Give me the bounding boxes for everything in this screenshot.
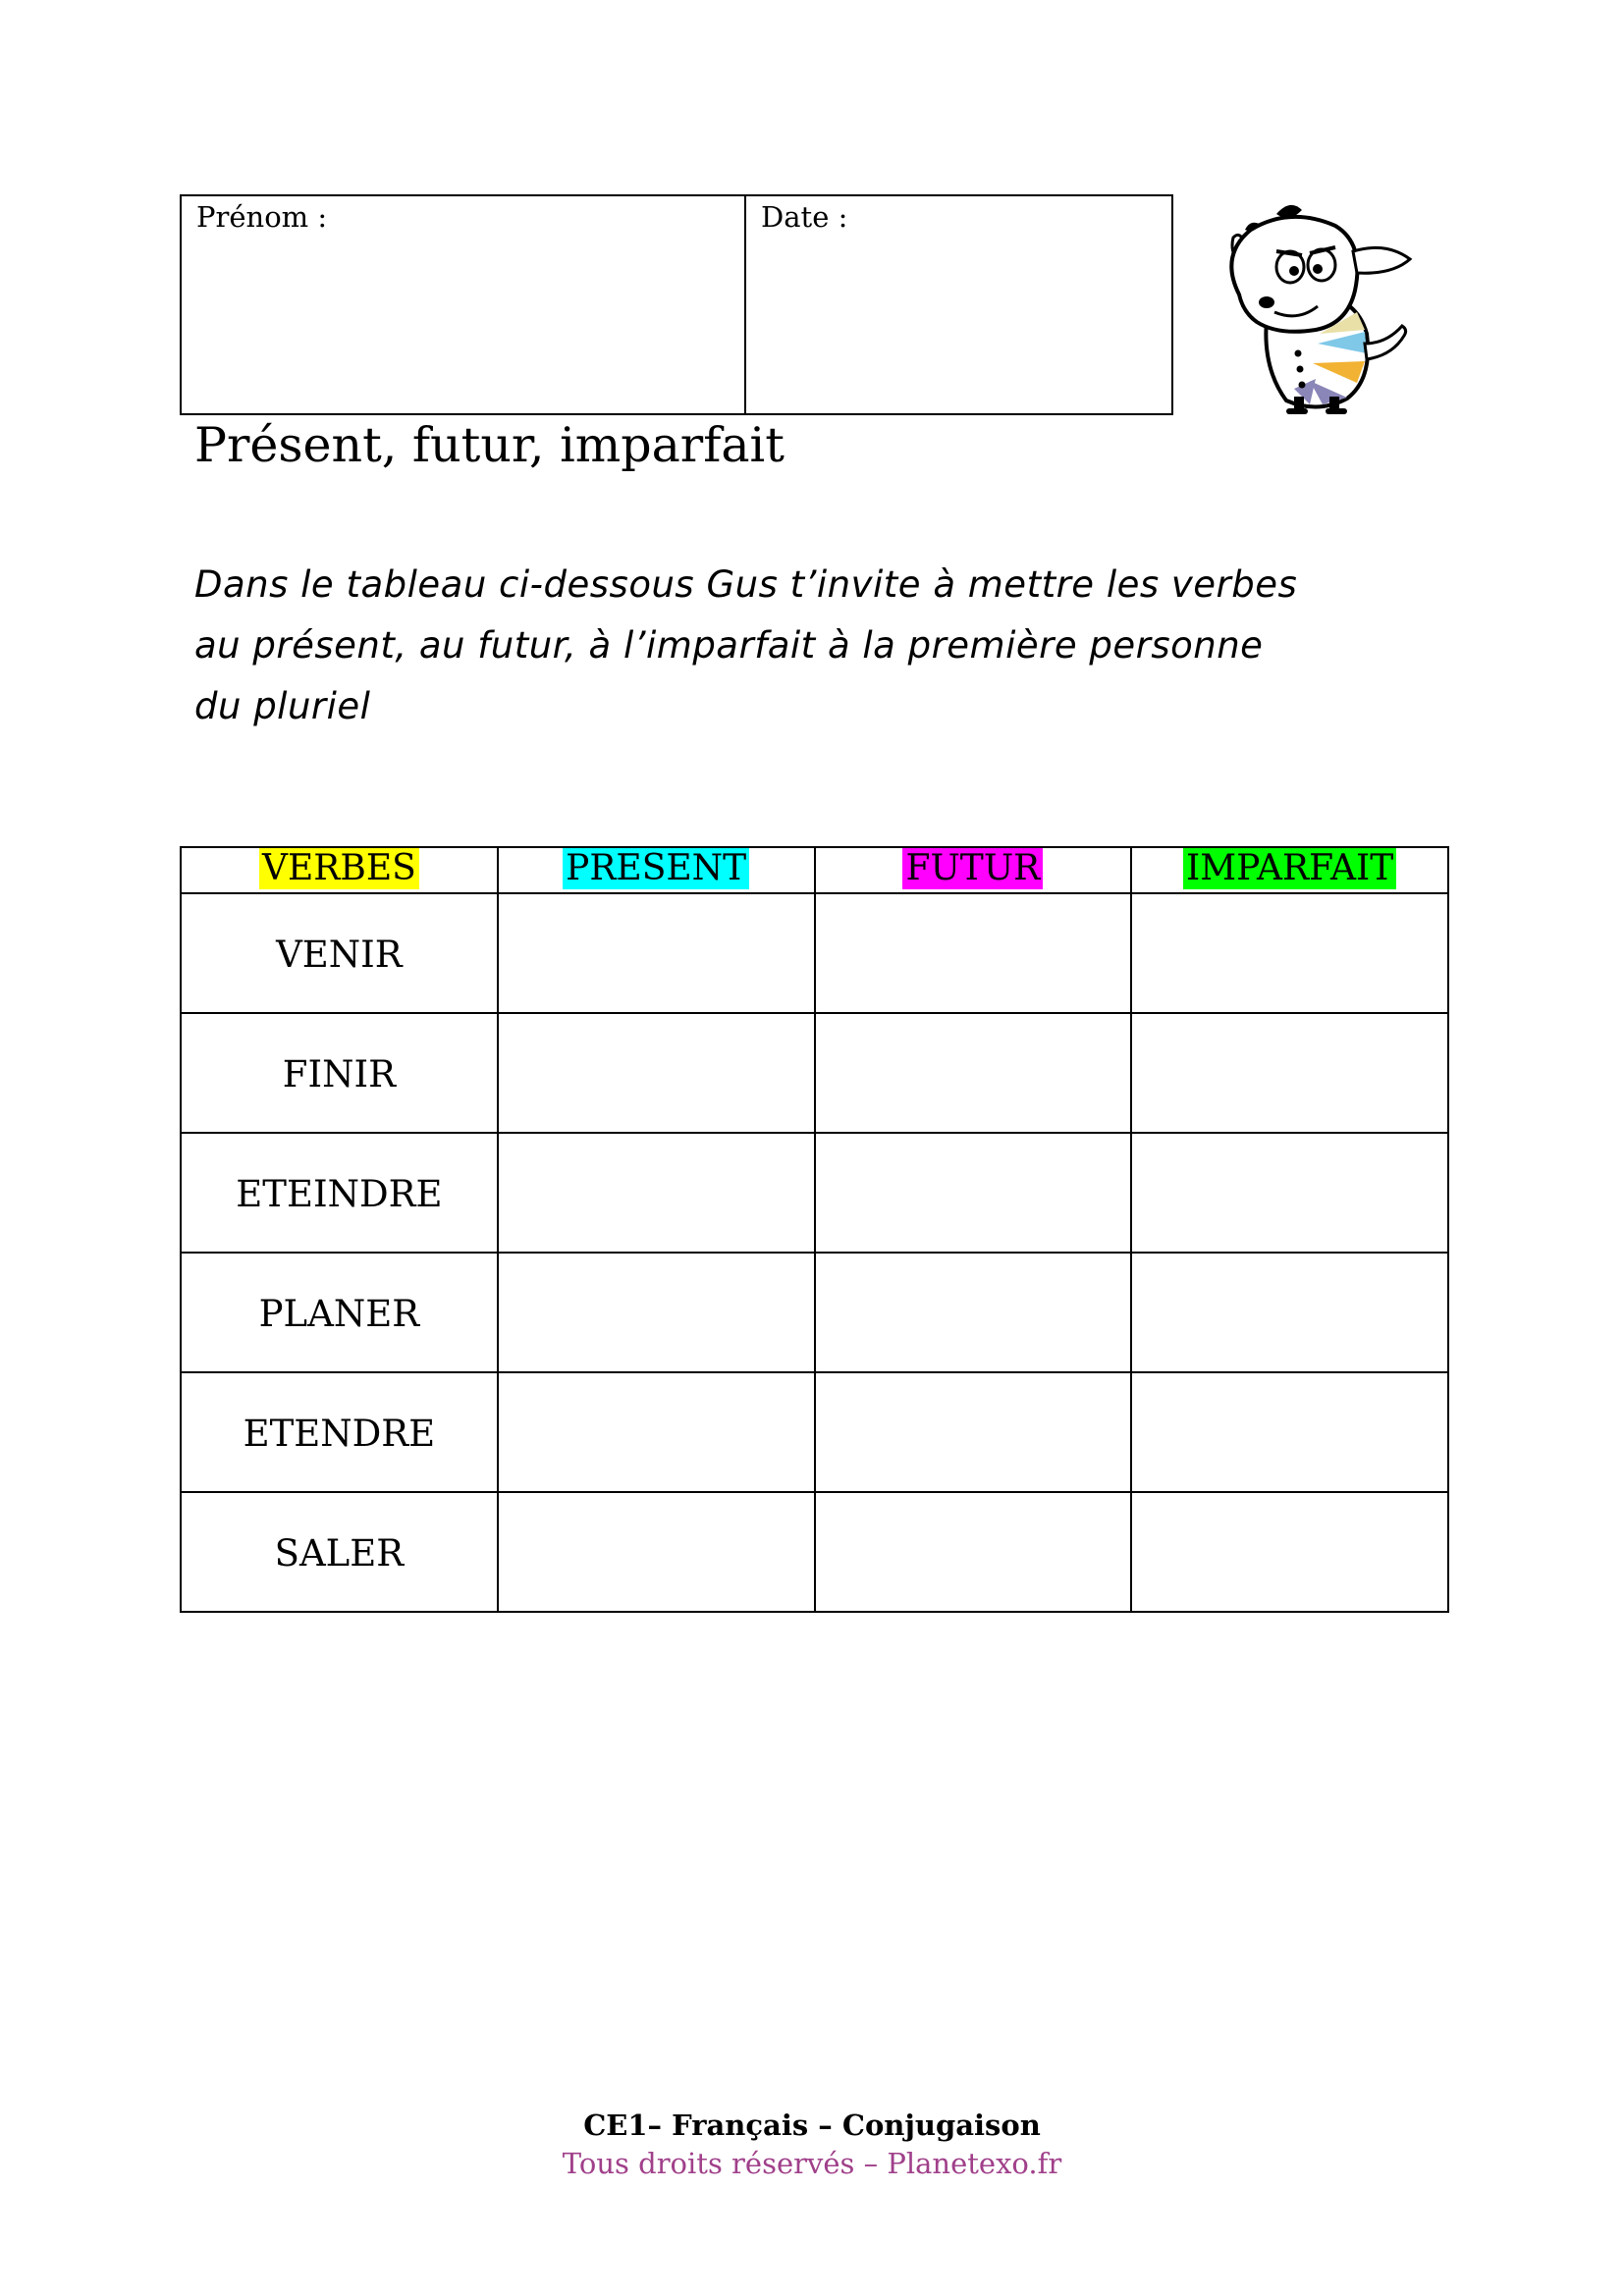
instructions-line: Dans le tableau ci-dessous Gus t’invite à mettre les verbes: [194, 563, 1298, 606]
present-answer-cell[interactable]: [498, 1013, 815, 1133]
present-answer-cell[interactable]: [498, 893, 815, 1013]
verb-cell: PLANER: [181, 1253, 498, 1372]
table-row: [181, 1013, 1448, 1133]
date-label: Date :: [761, 200, 848, 234]
present-answer-cell[interactable]: [498, 1372, 815, 1492]
verb-cell: SALER: [181, 1492, 498, 1612]
present-header-label: PRESENT: [563, 848, 749, 889]
verb-cell: ETENDRE: [181, 1372, 498, 1492]
column-header-present: [498, 847, 815, 893]
imparfait-answer-cell[interactable]: [1131, 1013, 1448, 1133]
table-row: [181, 1133, 1448, 1253]
imparfait-answer-cell[interactable]: [1131, 1133, 1448, 1253]
futur-answer-cell[interactable]: [815, 1372, 1132, 1492]
futur-answer-cell[interactable]: [815, 893, 1132, 1013]
table-row: [181, 1492, 1448, 1612]
imparfait-answer-cell[interactable]: [1131, 1253, 1448, 1372]
verb-cell: VENIR: [181, 893, 498, 1013]
futur-answer-cell[interactable]: [815, 1253, 1132, 1372]
name-field[interactable]: [182, 196, 746, 413]
table-row: [181, 1372, 1448, 1492]
instructions-line: du pluriel: [194, 685, 371, 727]
imparfait-answer-cell[interactable]: [1131, 1372, 1448, 1492]
footer-title: CE1– Français – Conjugaison: [583, 2109, 1041, 2142]
column-header-imparfait: [1131, 847, 1448, 893]
present-answer-cell[interactable]: [498, 1492, 815, 1612]
futur-header-label: FUTUR: [902, 848, 1043, 889]
table-row: [181, 893, 1448, 1013]
present-answer-cell[interactable]: [498, 1253, 815, 1372]
futur-answer-cell[interactable]: [815, 1013, 1132, 1133]
conjugation-table: [180, 846, 1449, 1613]
instructions-line: au présent, au futur, à l’imparfait à la première personne: [194, 624, 1264, 667]
futur-answer-cell[interactable]: [815, 1133, 1132, 1253]
worksheet-title: Présent, futur, imparfait: [194, 417, 785, 473]
name-label: Prénom :: [196, 200, 328, 234]
footer-copyright: Tous droits réservés – Planetexo.fr: [562, 2147, 1062, 2180]
table-header-row: [181, 847, 1448, 893]
verbes-header-label: VERBES: [259, 848, 419, 889]
student-info-box: [180, 194, 1173, 415]
instructions: [194, 555, 1461, 737]
column-header-verbes: [181, 847, 498, 893]
present-answer-cell[interactable]: [498, 1133, 815, 1253]
verb-cell: ETEINDRE: [181, 1133, 498, 1253]
date-field[interactable]: [746, 196, 1171, 413]
imparfait-answer-cell[interactable]: [1131, 893, 1448, 1013]
futur-answer-cell[interactable]: [815, 1492, 1132, 1612]
imparfait-answer-cell[interactable]: [1131, 1492, 1448, 1612]
table-row: [181, 1253, 1448, 1372]
column-header-futur: [815, 847, 1132, 893]
imparfait-header-label: IMPARFAIT: [1183, 848, 1396, 889]
verb-cell: FINIR: [181, 1013, 498, 1133]
sheep-mascot-icon: [1200, 196, 1416, 417]
